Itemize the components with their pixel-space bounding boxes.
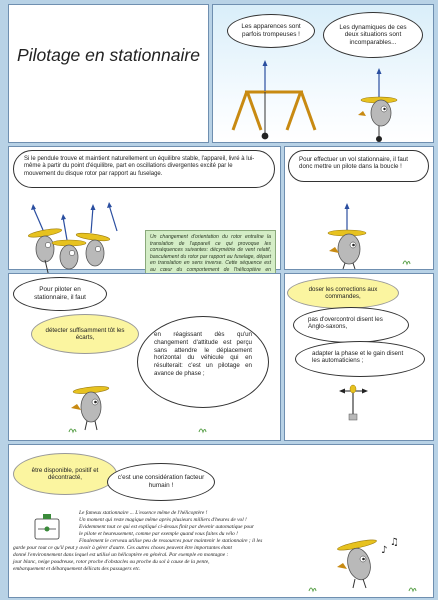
speech-bubble-appearances: Les apparences sont parfois trompeuses !: [227, 14, 315, 48]
yellow-bubble-be-available: être disponible, positif et décontracté,: [13, 453, 117, 495]
panel-pilot-in-loop: [284, 146, 434, 270]
human-factor-illustration: [9, 445, 433, 597]
note-line: Un moment qui reste magique même après plusieurs milliers d'heures de vol !: [79, 517, 247, 523]
panel-control-dosing: [284, 273, 434, 441]
swing-pendulum-illustration: [213, 5, 433, 142]
speech-bubble-dynamics: Les dynamiques de ces deux situations sont incomparables...: [323, 12, 423, 58]
panel-title: [8, 4, 209, 143]
svg-text:♪: ♪: [381, 545, 388, 556]
relaxed-helicopter: [337, 538, 377, 588]
speech-bubble-phase-advance: en réagissant dès qu'un changement d'attitude est perçu sans attendre le déplacement horizontal du véhicule qui en résulterait: c'est un pilotage en avance de phase ;: [137, 316, 269, 408]
note-line: Finalement le cerveau utilise peu de ressources pour maintenir le stationnaire ; il les: [79, 538, 263, 544]
note-line: le pilote et heureusement, comme par exemple quand vous faites du vélo !: [79, 531, 238, 537]
note-line: embarquement et débarquement délicats des passagers etc.: [13, 566, 141, 572]
panel-pendulum-comparison: [212, 4, 434, 143]
control-stick-illustration: [285, 274, 433, 440]
yellow-bubble-detect-early: détecter suffisamment tôt les écarts,: [31, 314, 139, 354]
yellow-bubble-dose-corrections: doser les corrections aux commandes,: [287, 277, 399, 309]
pilot-helicopter-2-illustration: [9, 274, 280, 440]
speech-bubble-pilot-loop: Pour effectuer un vol stationnaire, il faut donc mettre un pilote dans la boucle !: [288, 150, 429, 182]
note-line: jour blanc, neige poudreuse, rotor proche d'obstacles ou proche du sol à cause de la pente,: [13, 559, 210, 565]
speech-bubble-overcontrol: pas d'overcontrol disent les Anglo-saxons,: [293, 307, 409, 343]
svg-text:♫: ♫: [390, 537, 399, 548]
speech-bubble-pendulum-explanation: Si le pendule trouve et maintient naturellement un équilibre stable, l'appareil, livré à lui-même à partir du point d'équilibre, part en oscillations divergentes excité par le mouvement du disque rotor par rapport au fuselage.: [13, 150, 275, 188]
panel-human-factor: [8, 444, 434, 598]
speech-bubble-human-factor: c'est une considération facteur humain !: [107, 463, 215, 501]
note-line: garde pour tout ce qu'il peut y avoir à gérer d'autre. Ces autres choses peuvent être importantes étant: [13, 545, 232, 551]
helicopter-2: [52, 217, 86, 269]
panel-oscillations: [8, 146, 281, 273]
attitude-indicator-icon: [35, 514, 59, 539]
music-notes-icon: [381, 537, 399, 556]
pilot-helicopter-illustration: [285, 147, 433, 269]
note-line: donné l'environnement dans lequel est utilisé un hélicoptère en général. Par exemple en montagne :: [13, 552, 229, 558]
rotor-orientation-info-box: Un changement d'orientation du rotor entraîne la translation de l'appareil ce qui provoque les conséquences suivantes: décymétrie de vent relatif, basculement du rotor par rapport au fuselage, départ en translation en sens inverse. Cette séquence est au cœur du comportement de l'hélicoptère en: [145, 230, 276, 290]
note-line: Evidemment tout ce qui est expliqué ci-dessus finit par devenir automatique pour: [79, 524, 255, 530]
page-title: Pilotage en stationnaire: [17, 45, 200, 65]
helicopter-3: [76, 207, 111, 266]
speech-bubble-how-to-pilot: Pour piloter en stationnaire, il faut: [13, 277, 107, 311]
speech-bubble-phase-gain: adapter la phase et le gain disent les automaticiens ;: [295, 341, 425, 377]
note-line: Le fameux stationnaire ... L'essence même de l'hélicoptère !: [79, 510, 208, 516]
panel-phase-advance: [8, 273, 281, 441]
